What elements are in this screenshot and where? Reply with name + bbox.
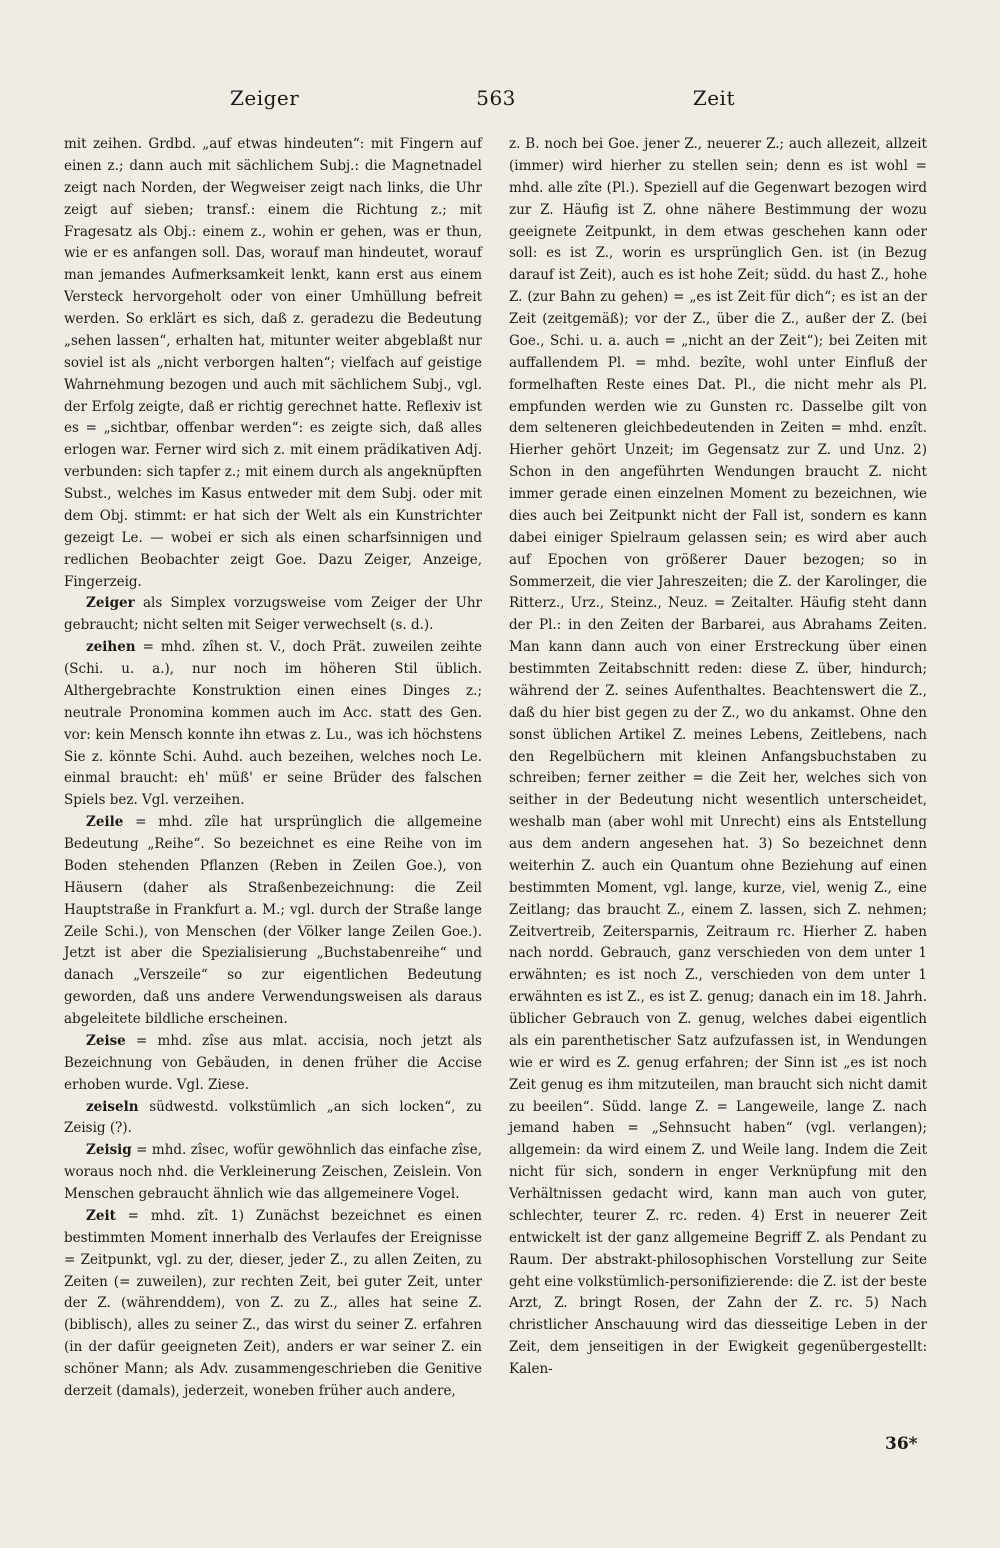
headword: zeihen	[86, 639, 136, 656]
headword: Zeile	[86, 814, 124, 831]
left-column	[64, 134, 482, 1403]
entry-zeihen	[64, 637, 482, 812]
headword: zeiseln	[86, 1098, 139, 1115]
entry-zeit	[64, 1206, 482, 1403]
header-left-word: Zeiger	[230, 86, 300, 110]
entry-text: = mhd. zîhen st. V., doch Prät. zuweilen zeihte (Schi. u. a.), nur noch im höheren Stil üblich. Althergebrachte Konstruktion einen eines Dinges z.; neutrale Pronomina kommen auch im Acc. statt des Gen. vor: kein Mensch konnte ihn etwas z. Lu., was ich höchstens Sie z. könnte Schi. Auhd. auch bezeihen, welches noch Le. einmal braucht: eh' müß' er seine Brüder des falschen Spiels bez. Vgl. verzeihen.	[64, 639, 482, 809]
page-number: 563	[476, 86, 516, 110]
right-column	[509, 134, 927, 1381]
header-right-word: Zeit	[692, 86, 735, 110]
entry-zeiseln	[64, 1097, 482, 1141]
entry-text: = mhd. zîle hat ursprünglich die allgemeine Bedeutung „Reihe“. So bezeichnet es eine Reihe von im Boden stehenden Pflanzen (Reben in Zeilen Goe.), von Häusern (daher als Straßenbezeichnung: die Zeil Hauptstraße in Frankfurt a. M.; vgl. durch der Straße lange Zeile Schi.), von Menschen (der Völker lange Zeilen Goe.). Jetzt ist aber die Spezialisierung „Buchstabenreihe“ und danach „Verszeile“ so zur eigentlichen Bedeutung geworden, daß uns andere Verwendungsweisen als daraus abgeleitete bildliche erscheinen.	[64, 814, 482, 1027]
entry-zeile	[64, 812, 482, 1031]
running-header	[230, 86, 735, 116]
entry-zeise	[64, 1031, 482, 1097]
headword: Zeiger	[86, 595, 135, 612]
entry-text: als Simplex vorzugsweise vom Zeiger der Uhr gebraucht; nicht selten mit Seiger verwechselt (s. d.).	[64, 595, 482, 634]
signature-mark: 36*	[885, 1434, 918, 1454]
headword: Zeisig	[86, 1142, 132, 1159]
headword: Zeise	[86, 1032, 126, 1049]
entry-zeiger	[64, 593, 482, 637]
entry-text: = mhd. zîsec, wofür gewöhnlich das einfache zîse, woraus noch nhd. die Verkleinerung Zeischen, Zeislein. Von Menschen gebraucht ähnlich wie das allgemeinere Vogel.	[64, 1142, 482, 1202]
entry-text: = mhd. zîse aus mlat. accisia, noch jetzt als Bezeichnung von Gebäuden, in denen früher die Accise erhoben wurde. Vgl. Ziese.	[64, 1032, 482, 1093]
entry-text: südwestd. volkstümlich „an sich locken“, zu Zeisig (?).	[64, 1098, 482, 1137]
entry-zeit-continuation: z. B. noch bei Goe. jener Z., neuerer Z.; auch allezeit, allzeit (immer) wird hierher zu stellen sein; denn es ist wohl = mhd. alle zîte (Pl.). Speziell auf die Gegenwart bezogen wird zur Z. Häufig ist Z. ohne nähere Bestimmung der wozu geeignete Zeitpunkt, in dem etwas geschehen kann oder soll: es ist Z., worin es ursprünglich Gen. ist (in Bezug darauf ist Zeit), auch es ist hohe Zeit; südd. du hast Z., hohe Z. (zur Bahn zu gehen) = „es ist Zeit für dich“; es ist an der Zeit (zeitgemäß); vor der Z., über die Z., außer der Z. (bei Goe., Schi. u. a. auch = „nicht an der Zeit“); bei Zeiten mit auffallendem Pl. = mhd. bezîte, wohl unter Einfluß der formelhaften Reste eines Dat. Pl., die nicht mehr als Pl. empfunden werden wie zu Gunsten rc. Dasselbe gilt von dem selteneren gleichbedeutenden in Zeiten = mhd. enzît. Hierher gehört Unzeit; im Gegensatz zur Z. und Unz. 2) Schon in den angeführten Wendungen braucht Z. nicht immer gerade einen einzelnen Moment zu bezeichnen, wie dies auch bei Zeitpunkt nicht der Fall ist, sondern es kann dabei einiger Spielraum gelassen sein; es wird aber auch auf Epochen von größerer Dauer bezogen; so in Sommerzeit, die vier Jahreszeiten; die Z. der Karolinger, die Ritterz., Urz., Steinz., Neuz. = Zeitalter. Häufig steht dann der Pl.: in den Zeiten der Barbarei, aus Abrahams Zeiten. Man kann dann auch von einer Erstreckung über einen bestimmten Zeitabschnitt reden: diese Z. über, hindurch; während der Z. seines Aufenthaltes. Beachtenswert die Z., daß du hier bist gegen zu der Z., wo du ankamst. Ohne den sonst üblichen Artikel Z. meines Lebens, Zeitlebens, nach den Regelbüchern mit kleinen Anfangsbuchstaben zu schreiben; ferner zeither = die Zeit her, welches sich von seither in der Bedeutung nicht wesentlich unterscheidet, weshalb man (aber wohl mit Unrecht) eins als Entstellung aus dem andern angesehen hat. 3) So bezeichnet denn weiterhin Z. auch ein Quantum ohne Beziehung auf einen bestimmten Moment, vgl. lange, kurze, viel, wenig Z., eine Zeitlang; das braucht Z., einem Z. lassen, sich Z. nehmen; Zeitvertreib, Zeitersparnis, Zeitraum rc. Hierher Z. haben nach nordd. Gebrauch, ganz verschieden von dem unter 1 erwähnten; es ist noch Z., verschieden von dem unter 1 erwähnten es ist Z., es ist Z. genug; danach ein im 18. Jahrh. üblicher Gebrauch von Z. genug, welches dabei eigentlich als ein parenthetischer Satz aufzufassen ist, in Wendungen wie er wird es Z. genug erfahren; der Sinn ist „es ist noch Zeit genug es ihm mitzuteilen, man braucht sich nicht damit zu beeilen“. Südd. lange Z. = Langeweile, lange Z. nach jemand haben = „Sehnsucht haben“ (vgl. verlangen); allgemein: da wird einem Z. und Weile lang. Indem die Zeit nicht für sich, sondern in enger Verknüpfung mit den Verhältnissen gedacht wird, kann man auch von guter, schlechter, teurer Z. rc. reden. 4) Erst in neuerer Zeit entwickelt ist der ganz allgemeine Begriff Z. als Pendant zu Raum. Der abstrakt-philosophischen Vorstellung zur Seite geht eine volkstümlich-personifizierende: die Z. ist der beste Arzt, Z. bringt Rosen, der Zahn der Z. rc. 5) Nach christlicher Anschauung wird das diesseitige Leben in der Zeit, dem jenseitigen in der Ewigkeit gegenübergestellt: Kalen-	[509, 136, 927, 1377]
headword: Zeit	[86, 1207, 116, 1224]
entry-text: = mhd. zît. 1) Zunächst bezeichnet es einen bestimmten Moment innerhalb des Verlaufes der Ereignisse = Zeitpunkt, vgl. zu der, dieser, jeder Z., zu allen Zeiten, zu Zeiten (= zuweilen), zur rechten Zeit, bei guter Zeit, unter der Z. (währenddem), von Z. zu Z., alles hat seine Z. (biblisch), alles zu seiner Z., das wirst du seiner Z. erfahren (in der dafür geeigneten Zeit), anders er war seiner Z. ein schöner Mann; als Adv. zusammengeschrieben die Genitive derzeit (damals), jederzeit, woneben früher auch andere,	[64, 1207, 482, 1399]
entry-zeisig	[64, 1140, 482, 1206]
entry-continuation: mit zeihen. Grdbd. „auf etwas hindeuten“: mit Fingern auf einen z.; dann auch mit sächlichem Subj.: die Magnetnadel zeigt nach Norden, der Wegweiser zeigt nach links, die Uhr zeigt auf sieben; transf.: einem die Richtung z.; mit Fragesatz als Obj.: einem z., wohin er gehen, was er thun, wie er es anfangen soll. Das, worauf man hindeutet, worauf man jemandes Aufmerksamkeit lenkt, kann erst aus einem Versteck hervorgeholt oder von einer Umhüllung befreit werden. So erklärt es sich, daß z. geradezu die Bedeutung „sehen lassen“, erhalten hat, mitunter weiter abgeblaßt nur soviel ist als „nicht verborgen halten“; vielfach auf geistige Wahrnehmung bezogen und auch mit sächlichem Subj., vgl. der Erfolg zeigte, daß er richtig gerechnet hatte. Reflexiv ist es = „sichtbar, offenbar werden“: es zeigte sich, daß alles erlogen war. Ferner wird sich z. mit einem prädikativen Adj. verbunden: sich tapfer z.; mit einem durch als angeknüpften Subst., welches im Kasus entweder mit dem Subj. oder mit dem Obj. stimmt: er hat sich der Welt als ein Kunstrichter gezeigt Le. — wobei er sich als einen scharfsinnigen und redlichen Beobachter zeigt Goe. Dazu Zeiger, Anzeige, Fingerzeig.	[64, 136, 482, 590]
